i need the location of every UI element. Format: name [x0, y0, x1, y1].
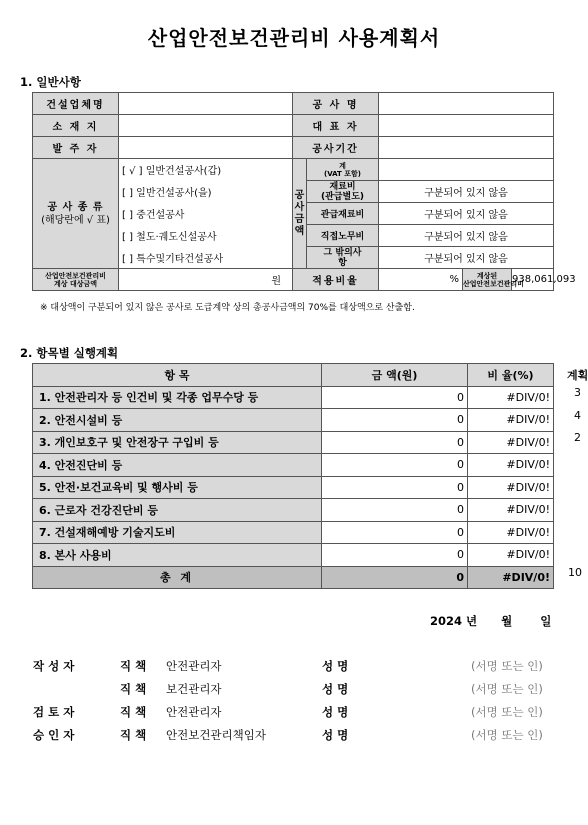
section1-heading: 1. 일반사항	[20, 75, 81, 89]
ceo-label: 대 표 자	[293, 115, 379, 137]
plan-item: 6. 근로자 건강진단비 등	[33, 499, 322, 522]
table-row	[33, 431, 554, 454]
signature-row	[0, 727, 588, 745]
amount-row-label-2a: 재료비	[329, 181, 356, 192]
plan-amount[interactable]: 0	[322, 499, 468, 522]
type-label-sub: (해당란에 √ 표)	[41, 214, 110, 226]
plan-item: 2. 안전시설비 등	[33, 409, 322, 432]
plan-amount[interactable]: 0	[322, 476, 468, 499]
base-amount-label	[33, 269, 119, 291]
plan-side-value: 2	[574, 431, 581, 444]
signature-field[interactable]: (서명 또는 인)	[471, 705, 543, 719]
type-label	[33, 159, 119, 269]
plan-amount[interactable]: 0	[322, 544, 468, 567]
col-amount-header: 금 액(원)	[322, 364, 468, 387]
position-label: 직 책	[120, 728, 147, 742]
plan-ratio: #DIV/0!	[468, 499, 554, 522]
signer-role: 검 토 자	[33, 705, 75, 719]
amount-row-value-5[interactable]: 구분되어 있지 않음	[379, 247, 554, 269]
rate-value[interactable]: %	[379, 269, 463, 291]
calc-label-1: 계상된	[476, 271, 498, 280]
amount-row-label-4: 직접노무비	[307, 225, 379, 247]
signature-field[interactable]: (서명 또는 인)	[471, 659, 543, 673]
total-amount: 0	[322, 566, 468, 589]
page-title: 산업안전보건관리비 사용계획서	[147, 26, 441, 50]
plan-ratio: #DIV/0!	[468, 476, 554, 499]
plan-amount[interactable]: 0	[322, 386, 468, 409]
plan-item: 3. 개인보호구 및 안전장구 구입비 등	[33, 431, 322, 454]
calc-cell	[463, 269, 576, 291]
position-label: 직 책	[120, 682, 147, 696]
plan-table	[32, 363, 554, 589]
plan-side-value	[574, 544, 588, 567]
plan-amount[interactable]: 0	[322, 454, 468, 477]
name-label: 성 명	[322, 682, 349, 696]
section2-heading: 2. 항목별 실행계획	[20, 346, 119, 360]
amount-row-label-5b: 항	[338, 257, 347, 268]
plan-side-column	[568, 386, 588, 589]
position-label: 직 책	[120, 705, 147, 719]
period-label: 공사기간	[293, 137, 379, 159]
signature-row	[0, 704, 588, 722]
address-value[interactable]	[119, 115, 293, 137]
plan-side-value	[574, 454, 588, 477]
plan-ratio: #DIV/0!	[468, 386, 554, 409]
amount-row-label-2b: (관급별도)	[321, 191, 365, 202]
name-label: 성 명	[322, 705, 349, 719]
table-row	[33, 476, 554, 499]
plan-item: 1. 안전관리자 등 인건비 및 각종 업무수당 등	[33, 386, 322, 409]
plan-item: 5. 안전·보건교육비 및 행사비 등	[33, 476, 322, 499]
date-year: 2024 년	[430, 614, 478, 628]
base-amount-label-2: 계상 대상금액	[53, 279, 97, 288]
date-day: 일	[540, 614, 552, 628]
amount-row-value-3[interactable]: 구분되어 있지 않음	[379, 203, 554, 225]
plan-item: 4. 안전진단비 등	[33, 454, 322, 477]
amount-row-label-1b: (VAT 포함)	[324, 169, 361, 178]
table-row	[33, 386, 554, 409]
plan-ratio: #DIV/0!	[468, 521, 554, 544]
position-value: 보건관리자	[166, 682, 222, 696]
signer-role: 승 인 자	[33, 728, 75, 742]
address-label: 소 재 지	[33, 115, 119, 137]
plan-ratio: #DIV/0!	[468, 431, 554, 454]
position-value: 안전보건관리책임자	[166, 728, 266, 742]
type-option-4[interactable]: [ ] 철도·궤도신설공사	[119, 225, 293, 247]
amount-row-label-5	[307, 247, 379, 269]
plan-side-value: 4	[574, 408, 581, 422]
client-label: 발 주 자	[33, 137, 119, 159]
base-amount-value[interactable]	[119, 269, 293, 291]
total-ratio: #DIV/0!	[468, 566, 554, 589]
plan-ratio: #DIV/0!	[468, 454, 554, 477]
date-month: 월	[501, 614, 513, 628]
base-amount-label-1: 산업안전보건관리비	[45, 271, 106, 280]
plan-side-total: 10	[568, 566, 582, 579]
plan-side-value: 3	[574, 386, 581, 399]
signature-field[interactable]: (서명 또는 인)	[471, 682, 543, 696]
plan-ratio: #DIV/0!	[468, 409, 554, 432]
table-row	[33, 521, 554, 544]
name-label: 성 명	[322, 659, 349, 673]
col-ratio-header: 비 율(%)	[468, 364, 554, 387]
name-label: 성 명	[322, 728, 349, 742]
plan-amount[interactable]: 0	[322, 409, 468, 432]
period-value[interactable]	[379, 137, 554, 159]
company-value[interactable]	[119, 93, 293, 115]
table-row	[33, 544, 554, 567]
type-label-main: 공 사 종 류	[47, 201, 104, 213]
type-option-3[interactable]: [ ] 중건설공사	[119, 203, 293, 225]
total-label: 총 계	[33, 566, 322, 589]
position-label: 직 책	[120, 659, 147, 673]
signature-field[interactable]: (서명 또는 인)	[471, 728, 543, 742]
amount-row-value-2[interactable]: 구분되어 있지 않음	[379, 181, 554, 203]
plan-item: 8. 본사 사용비	[33, 544, 322, 567]
plan-ratio: #DIV/0!	[468, 544, 554, 567]
table-row	[33, 499, 554, 522]
position-value: 안전관리자	[166, 705, 222, 719]
amount-row-label-3: 관급재료비	[307, 203, 379, 225]
amount-row-label-2	[307, 181, 379, 203]
amount-label: 공사금액	[293, 159, 307, 269]
general-info-table	[32, 92, 576, 291]
client-value[interactable]	[119, 137, 293, 159]
calc-value[interactable]: 938,061,093	[512, 274, 576, 285]
table-row	[33, 454, 554, 477]
project-value[interactable]	[379, 93, 554, 115]
plan-side-value	[574, 521, 588, 544]
signer-role: 작 성 자	[33, 659, 75, 673]
type-option-2[interactable]: [ ] 일반건설공사(을)	[119, 181, 293, 203]
plan-amount[interactable]: 0	[322, 431, 468, 454]
amount-row-label-1	[307, 159, 379, 181]
calc-label-2: 산업안전보건관리비	[463, 279, 524, 288]
rate-label: 적용비율	[293, 269, 379, 291]
signature-row	[0, 681, 588, 699]
base-amount-unit: 원	[271, 276, 281, 287]
col-item-header: 항 목	[33, 364, 322, 387]
type-option-5[interactable]: [ ] 특수및기타건설공사	[119, 247, 293, 269]
table-row	[33, 409, 554, 432]
plan-amount[interactable]: 0	[322, 521, 468, 544]
date-line	[430, 613, 551, 629]
calc-label	[463, 269, 524, 290]
plan-item: 7. 건설재해예방 기술지도비	[33, 521, 322, 544]
project-label: 공 사 명	[293, 93, 379, 115]
note: ※ 대상액이 구분되어 있지 않은 공사로 도급계약 상의 총공사금액의 70%를 대상액으로 산출함.	[40, 303, 415, 313]
amount-row-value-4[interactable]: 구분되어 있지 않음	[379, 225, 554, 247]
col-plan-header: 계획	[567, 369, 588, 382]
signature-row	[0, 658, 588, 676]
company-label: 건설업체명	[33, 93, 119, 115]
amount-row-label-5a: 그 밖의사	[323, 247, 362, 258]
plan-side-value	[574, 476, 588, 499]
plan-side-value	[574, 499, 588, 522]
amount-row-label-1a: 계	[339, 161, 346, 170]
ceo-value[interactable]	[379, 115, 554, 137]
amount-row-value-1[interactable]	[379, 159, 554, 181]
position-value: 안전관리자	[166, 659, 222, 673]
type-option-1[interactable]: [ √ ] 일반건설공사(갑)	[119, 159, 293, 181]
